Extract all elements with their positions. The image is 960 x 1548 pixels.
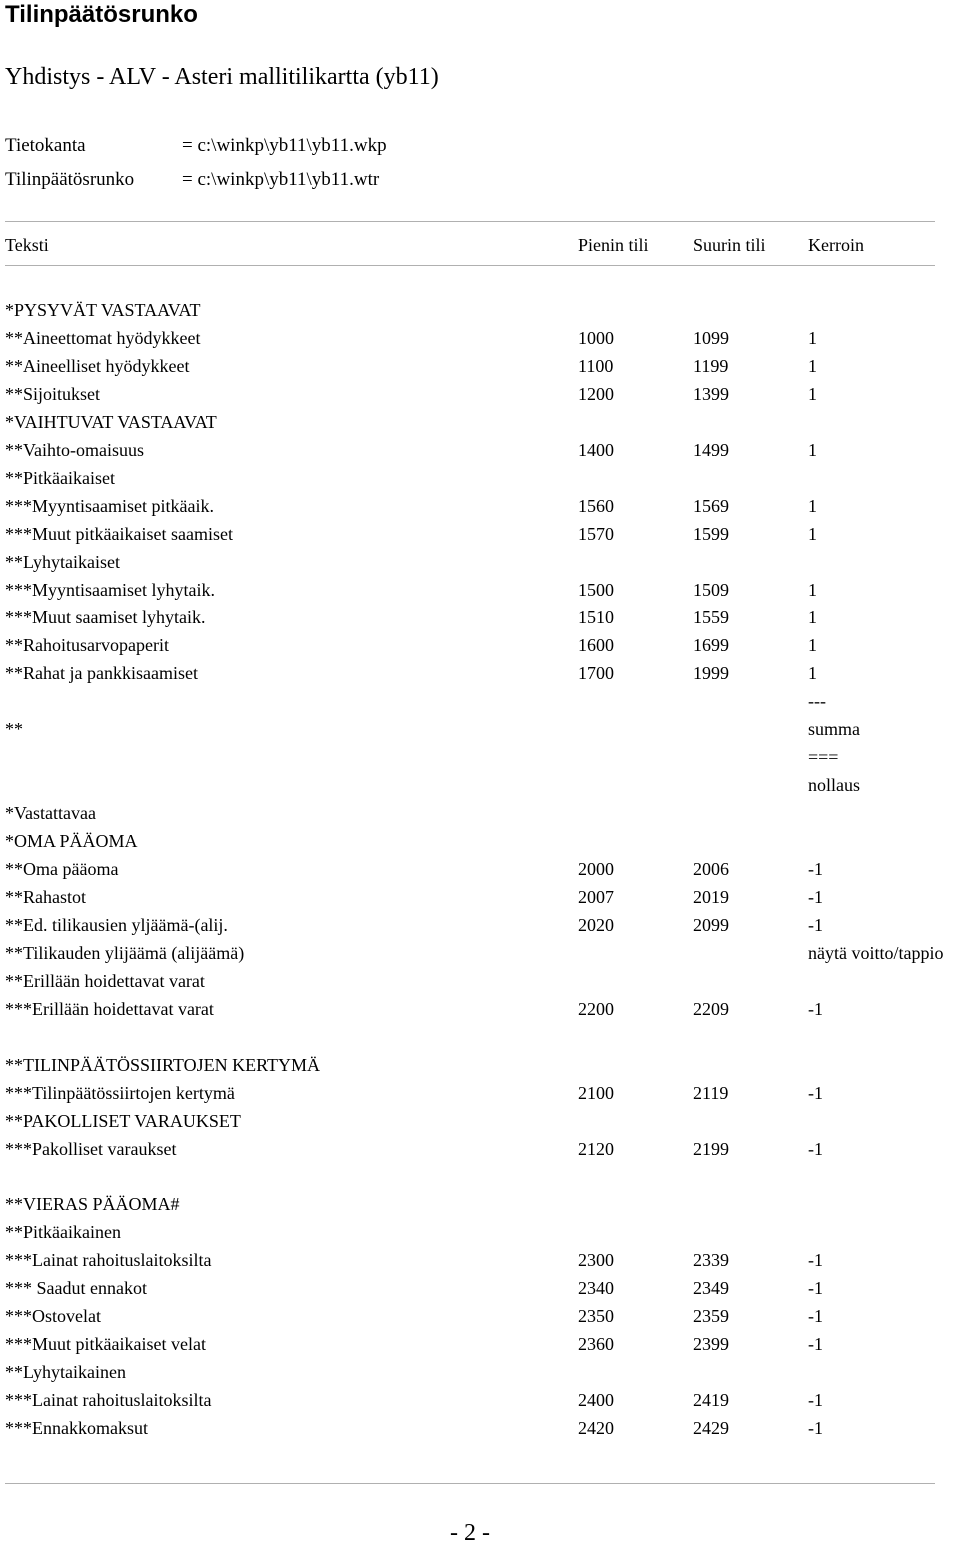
header-top-rule	[5, 221, 935, 222]
row-max-account: 1199	[693, 356, 729, 376]
table-row	[0, 659, 960, 687]
row-factor: ===	[808, 747, 839, 767]
row-text: *PYSYVÄT VASTAAVAT	[5, 300, 201, 320]
row-text: **Lyhytaikaiset	[5, 552, 120, 572]
row-min-account: 2350	[578, 1306, 614, 1326]
row-max-account: 1099	[693, 328, 729, 348]
header-max-account: Suurin tili	[693, 235, 766, 255]
row-text: *OMA PÄÄOMA	[5, 831, 138, 851]
row-text: **Rahat ja pankkisaamiset	[5, 663, 198, 683]
row-text: **Vaihto-omaisuus	[5, 440, 144, 460]
table-row	[0, 1414, 960, 1442]
row-max-account: 2006	[693, 859, 729, 879]
table-row	[0, 380, 960, 408]
row-text: ***Muut pitkäaikaiset saamiset	[5, 524, 233, 544]
table-row	[0, 548, 960, 576]
row-max-account: 2349	[693, 1278, 729, 1298]
row-text: **Pitkäaikaiset	[5, 468, 115, 488]
table-row	[0, 603, 960, 631]
info-value: = c:\winkp\yb11\yb11.wkp	[182, 135, 387, 156]
row-text: **VIERAS PÄÄOMA#	[5, 1194, 180, 1214]
row-factor: -1	[808, 1306, 823, 1326]
row-factor: 1	[808, 663, 817, 683]
row-min-account: 1510	[578, 607, 614, 627]
row-factor: 1	[808, 580, 817, 600]
table-row	[0, 631, 960, 659]
row-text: ***Lainat rahoituslaitoksilta	[5, 1390, 212, 1410]
row-factor: 1	[808, 635, 817, 655]
row-factor: -1	[808, 915, 823, 935]
table-row	[0, 827, 960, 855]
row-text: *** Saadut ennakot	[5, 1278, 147, 1298]
row-text: **Oma pääoma	[5, 859, 119, 879]
row-text: ***Tilinpäätössiirtojen kertymä	[5, 1083, 235, 1103]
row-max-account: 1499	[693, 440, 729, 460]
row-text: **Lyhytaikainen	[5, 1362, 126, 1382]
page-number: - 2 -	[450, 1520, 490, 1546]
table-row	[0, 1302, 960, 1330]
row-factor: summa	[808, 719, 860, 739]
row-min-account: 1570	[578, 524, 614, 544]
row-max-account: 1699	[693, 635, 729, 655]
row-max-account: 2209	[693, 999, 729, 1019]
info-label: Tietokanta	[5, 135, 86, 156]
row-min-account: 1560	[578, 496, 614, 516]
row-text: **Aineelliset hyödykkeet	[5, 356, 190, 376]
table-row	[0, 911, 960, 939]
table-row	[0, 520, 960, 548]
row-max-account: 1399	[693, 384, 729, 404]
row-factor: -1	[808, 1139, 823, 1159]
row-factor: 1	[808, 496, 817, 516]
row-factor: -1	[808, 1278, 823, 1298]
row-factor: -1	[808, 859, 823, 879]
row-text: **Sijoitukset	[5, 384, 101, 404]
row-factor: 1	[808, 356, 817, 376]
document-title: Tilinpäätösrunko	[5, 1, 198, 28]
row-text: **Aineettomat hyödykkeet	[5, 328, 201, 348]
row-max-account: 2019	[693, 887, 729, 907]
row-min-account: 2120	[578, 1139, 614, 1159]
row-text: **Rahastot	[5, 887, 86, 907]
row-min-account: 1700	[578, 663, 614, 683]
table-row	[0, 1162, 960, 1190]
row-min-account: 2020	[578, 915, 614, 935]
row-factor: -1	[808, 1390, 823, 1410]
row-min-account: 1200	[578, 384, 614, 404]
row-min-account: 2100	[578, 1083, 614, 1103]
table-row	[0, 492, 960, 520]
row-min-account: 2400	[578, 1390, 614, 1410]
footer-rule	[5, 1483, 935, 1484]
row-max-account: 2199	[693, 1139, 729, 1159]
table-row	[0, 1218, 960, 1246]
row-factor: näytä voitto/tappio	[808, 943, 944, 963]
row-text: ***Ostovelat	[5, 1306, 101, 1326]
row-min-account: 1100	[578, 356, 614, 376]
table-row	[0, 324, 960, 352]
row-min-account: 2300	[578, 1250, 614, 1270]
table-row	[0, 855, 960, 883]
row-max-account: 1509	[693, 580, 729, 600]
row-max-account: 2359	[693, 1306, 729, 1326]
table-row	[0, 1135, 960, 1163]
row-min-account: 1600	[578, 635, 614, 655]
table-row	[0, 1079, 960, 1107]
table-row	[0, 1330, 960, 1358]
table-row	[0, 1051, 960, 1079]
row-max-account: 2119	[693, 1083, 729, 1103]
row-min-account: 2420	[578, 1418, 614, 1438]
row-max-account: 2419	[693, 1390, 729, 1410]
row-min-account: 1000	[578, 328, 614, 348]
row-factor: 1	[808, 524, 817, 544]
table-row	[0, 296, 960, 324]
table-row	[0, 464, 960, 492]
table-row	[0, 799, 960, 827]
row-factor: -1	[808, 1418, 823, 1438]
row-max-account: 1569	[693, 496, 729, 516]
info-value: = c:\winkp\yb11\yb11.wtr	[182, 169, 380, 190]
table-row	[0, 1246, 960, 1274]
header-factor: Kerroin	[808, 235, 864, 255]
header-bottom-rule	[5, 265, 935, 266]
table-row	[0, 967, 960, 995]
table-row	[0, 687, 960, 715]
row-factor: ---	[808, 691, 826, 711]
table-row	[0, 408, 960, 436]
row-text: **TILINPÄÄTÖSSIIRTOJEN KERTYMÄ	[5, 1055, 320, 1075]
row-text: *VAIHTUVAT VASTAAVAT	[5, 412, 217, 432]
table-row	[0, 1386, 960, 1414]
table-row	[0, 743, 960, 771]
row-min-account: 1500	[578, 580, 614, 600]
row-text: **Erillään hoidettavat varat	[5, 971, 205, 991]
row-text: **Pitkäaikainen	[5, 1222, 121, 1242]
row-max-account: 2339	[693, 1250, 729, 1270]
table-row	[0, 883, 960, 911]
row-min-account: 2007	[578, 887, 614, 907]
table-row	[0, 939, 960, 967]
row-text: **Ed. tilikausien yljäämä-(alij.	[5, 915, 228, 935]
row-text: *Vastattavaa	[5, 803, 96, 823]
row-factor: 1	[808, 440, 817, 460]
row-factor: 1	[808, 607, 817, 627]
row-max-account: 1999	[693, 663, 729, 683]
row-text: ***Muut saamiset lyhytaik.	[5, 607, 206, 627]
row-text: ***Muut pitkäaikaiset velat	[5, 1334, 206, 1354]
row-min-account: 1400	[578, 440, 614, 460]
row-text: ***Pakolliset varaukset	[5, 1139, 177, 1159]
row-text: ***Myyntisaamiset lyhytaik.	[5, 580, 215, 600]
row-text: ***Erillään hoidettavat varat	[5, 999, 214, 1019]
row-text: ***Myyntisaamiset pitkäaik.	[5, 496, 214, 516]
row-text: ***Lainat rahoituslaitoksilta	[5, 1250, 212, 1270]
document-subtitle: Yhdistys - ALV - Asteri mallitilikartta (yb11)	[5, 64, 439, 90]
row-min-account: 2200	[578, 999, 614, 1019]
table-row	[0, 995, 960, 1023]
table-row	[0, 436, 960, 464]
row-factor: -1	[808, 1083, 823, 1103]
row-factor: 1	[808, 384, 817, 404]
info-row-database	[5, 134, 387, 158]
row-factor: -1	[808, 1334, 823, 1354]
header-min-account: Pienin tili	[578, 235, 649, 255]
table-row	[0, 576, 960, 604]
header-text: Teksti	[5, 235, 49, 255]
info-row-template	[5, 168, 379, 192]
row-max-account: 1599	[693, 524, 729, 544]
row-max-account: 2429	[693, 1418, 729, 1438]
row-text: **Rahoitusarvopaperit	[5, 635, 169, 655]
table-row	[0, 1358, 960, 1386]
table-row	[0, 1190, 960, 1218]
row-factor: -1	[808, 999, 823, 1019]
table-header	[0, 231, 960, 259]
row-text: ***Ennakkomaksut	[5, 1418, 148, 1438]
table-row	[0, 1274, 960, 1302]
row-max-account: 2399	[693, 1334, 729, 1354]
row-max-account: 2099	[693, 915, 729, 935]
info-label: Tilinpäätösrunko	[5, 169, 135, 190]
table-row	[0, 1023, 960, 1051]
row-text: **	[5, 719, 23, 739]
row-factor: nollaus	[808, 775, 860, 795]
row-max-account: 1559	[693, 607, 729, 627]
row-factor: -1	[808, 1250, 823, 1270]
row-min-account: 2360	[578, 1334, 614, 1354]
row-min-account: 2340	[578, 1278, 614, 1298]
row-text: **Tilikauden ylijäämä (alijäämä)	[5, 943, 245, 963]
table-row	[0, 1107, 960, 1135]
row-factor: -1	[808, 887, 823, 907]
row-factor: 1	[808, 328, 817, 348]
row-text: **PAKOLLISET VARAUKSET	[5, 1111, 241, 1131]
table-row	[0, 715, 960, 743]
row-min-account: 2000	[578, 859, 614, 879]
table-row	[0, 771, 960, 799]
table-row	[0, 352, 960, 380]
